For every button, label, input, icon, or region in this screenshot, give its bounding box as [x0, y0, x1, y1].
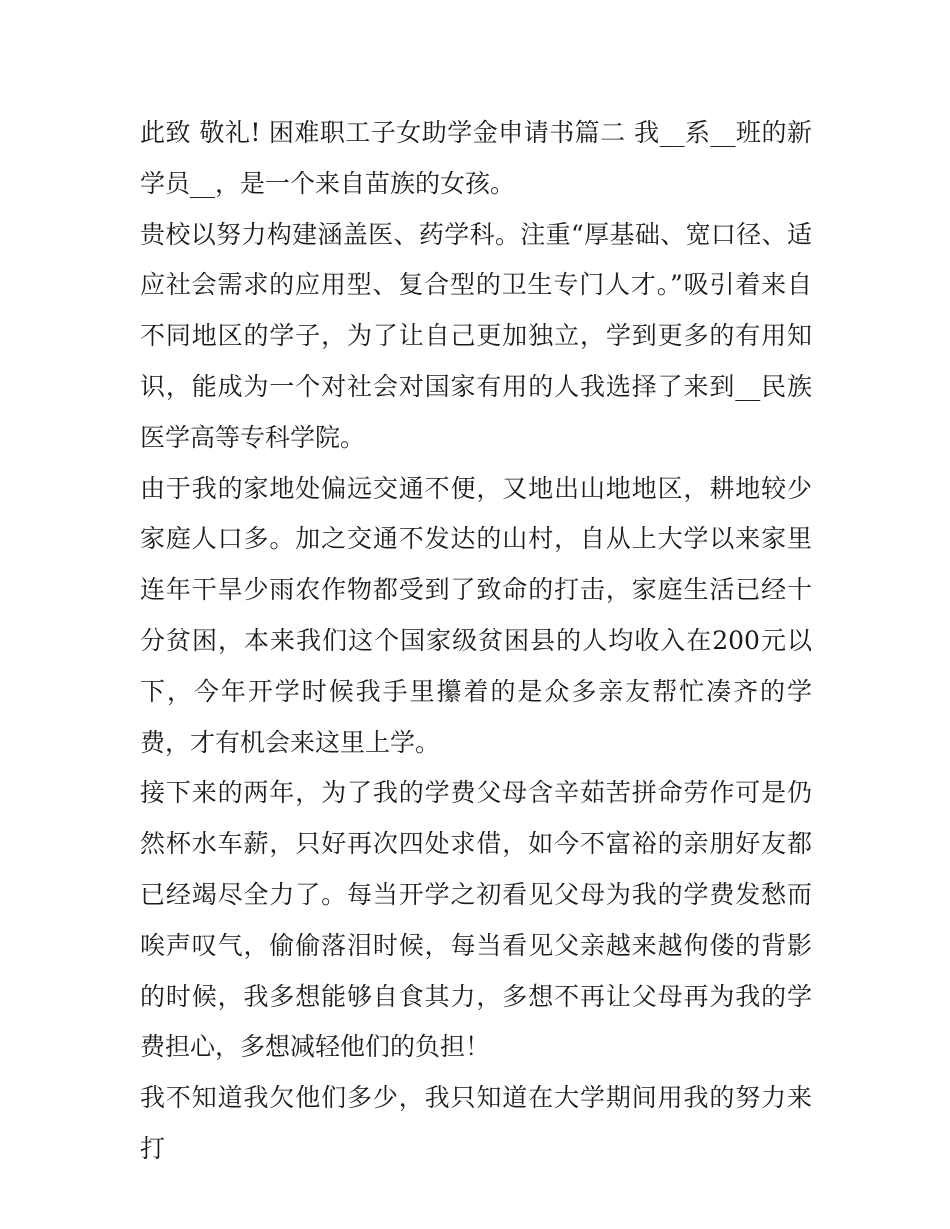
- paragraph-3: 由于我的家地处偏远交通不便，又地出山地地区，耕地较少家庭人口多。加之交通不发达的山村，自从上大学以来家里连年干旱少雨农作物都受到了致命的打击，家庭生活已经十分贫困，本来我们这个国家级贫困县的人均收入在200元以下，今年开学时候我手里攥着的是众多亲友帮忙凑齐的学费，才有机会来这里上学。: [140, 473, 812, 757]
- paragraph-1: 此致 敬礼! 困难职工子女助学金申请书篇二 我__系__班的新学员__，是一个来自苗族的女孩。: [140, 118, 812, 198]
- paragraph-5: 我不知道我欠他们多少，我只知道在大学期间用我的努力来打: [140, 1083, 812, 1163]
- document-body: [140, 108, 812, 1175]
- paragraph-2: 贵校以努力构建涵盖医、药学科。注重“厚基础、宽口径、适应社会需求的应用型、复合型的卫生专门人才。”吸引着来自不同地区的学子，为了让自己更加独立，学到更多的有用知识，能成为一个对社会对国家有用的人我选择了来到__民族医学高等专科学院。: [140, 219, 812, 452]
- paragraph-4: 接下来的两年，为了我的学费父母含辛茹苦拼命劳作可是仍然杯水车薪，只好再次四处求借，如今不富裕的亲朋好友都已经竭尽全力了。每当开学之初看见父母为我的学费发愁而唉声叹气，偷偷落泪时候，每当看见父亲越来越佝偻的背影的时候，我多想能够自食其力，多想不再让父母再为我的学费担心，多想减轻他们的负担！: [140, 778, 812, 1062]
